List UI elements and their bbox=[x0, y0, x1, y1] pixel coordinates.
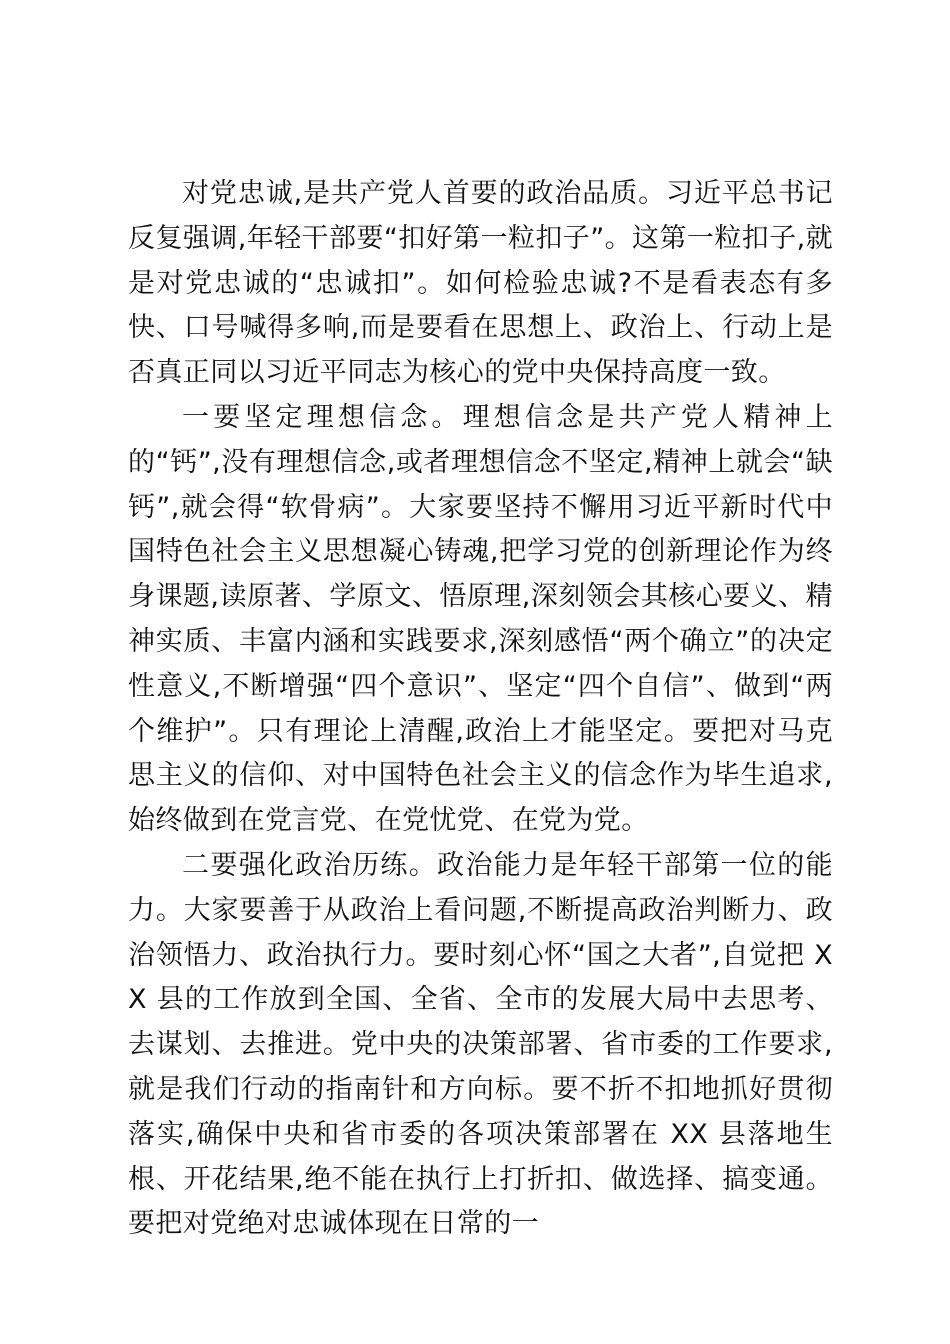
paragraph-political-training: 二要强化政治历练。政治能力是年轻干部第一位的能力。大家要善于从政治上看问题,不断提高政治判断力、政治领悟力、政治执行力。要时刻心怀“国之大者”,自觉把 XX 县的工作放到全国、全省、全市的发展大局中去思考、去谋划、去推进。党中央的决策部署、省市委的工作要求,就是我们行动的指南针和方向标。要不折不扣地抓好贯彻落实,确保中央和省市委的各项决策部署在 XX 县落地生根、开花结果,绝不能在执行上打折扣、做选择、搞变通。要把对党绝对忠诚体现在日常的一 bbox=[128, 849, 833, 1240]
document-body bbox=[128, 172, 833, 1247]
paragraph-intro: 对党忠诚,是共产党人首要的政治品质。习近平总书记反复强调,年轻干部要“扣好第一粒扣子”。这第一粒扣子,就是对党忠诚的“忠诚扣”。如何检验忠诚?不是看表态有多快、口号喊得多响,而是要看在思想上、政治上、行动上是否真正同以习近平同志为核心的党中央保持高度一致。 bbox=[128, 178, 833, 389]
paragraph-ideals: 一要坚定理想信念。理想信念是共产党人精神上的“钙”,没有理想信念,或者理想信念不坚定,精神上就会“缺钙”,就会得“软骨病”。大家要坚持不懈用习近平新时代中国特色社会主义思想凝心铸魂,把学习党的创新理论作为终身课题,读原著、学原文、悟原理,深刻领会其核心要义、精神实质、丰富内涵和实践要求,深刻感悟“两个确立”的决定性意义,不断增强“四个意识”、坚定“四个自信”、做到“两个维护”。只有理论上清醒,政治上才能坚定。要把对马克思主义的信仰、对中国特色社会主义的信念作为毕生追求,始终做到在党言党、在党忧党、在党为党。 bbox=[128, 401, 833, 837]
